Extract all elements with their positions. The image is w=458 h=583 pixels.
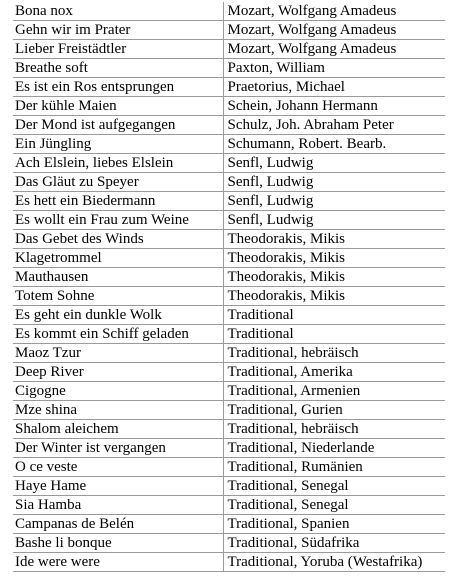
table-row [13, 268, 445, 287]
song-title-cell: Campanas de Belén [13, 515, 223, 534]
table-row [13, 97, 445, 116]
table-row [13, 78, 445, 97]
table-row [13, 173, 445, 192]
composer-cell: Senfl, Ludwig [223, 154, 445, 173]
song-title-cell: Ein Jüngling [13, 135, 223, 154]
song-title-cell: Es wollt ein Frau zum Weine [13, 211, 223, 230]
composer-cell: Schulz, Joh. Abraham Peter [223, 116, 445, 135]
song-title-cell: Gehn wir im Prater [13, 21, 223, 40]
composer-cell: Traditional, Senegal [223, 496, 445, 515]
table-row [13, 401, 445, 420]
song-title-cell: Bona nox [13, 2, 223, 21]
composer-cell: Traditional, hebräisch [223, 420, 445, 439]
composer-cell: Theodorakis, Mikis [223, 230, 445, 249]
composer-cell: Traditional [223, 325, 445, 344]
table-row [13, 59, 445, 78]
composer-cell: Mozart, Wolfgang Amadeus [223, 2, 445, 21]
song-title-cell: Es hett ein Biedermann [13, 192, 223, 211]
table-row [13, 192, 445, 211]
composer-cell: Theodorakis, Mikis [223, 249, 445, 268]
composer-cell: Traditional, Niederlande [223, 439, 445, 458]
composer-cell: Traditional, Südafrika [223, 534, 445, 553]
song-title-cell: Deep River [13, 363, 223, 382]
table-row [13, 306, 445, 325]
song-list-sheet [13, 2, 445, 572]
song-title-cell: Ide were were [13, 553, 223, 572]
song-title-cell: Der Mond ist aufgegangen [13, 116, 223, 135]
song-title-cell: Das Gebet des Winds [13, 230, 223, 249]
table-row [13, 154, 445, 173]
composer-cell: Praetorius, Michael [223, 78, 445, 97]
table-row [13, 2, 445, 21]
composer-cell: Theodorakis, Mikis [223, 287, 445, 306]
composer-cell: Senfl, Ludwig [223, 211, 445, 230]
song-title-cell: Breathe soft [13, 59, 223, 78]
composer-cell: Traditional, hebräisch [223, 344, 445, 363]
table-row [13, 344, 445, 363]
table-row [13, 458, 445, 477]
composer-cell: Traditional, Gurien [223, 401, 445, 420]
composer-cell: Mozart, Wolfgang Amadeus [223, 21, 445, 40]
song-title-cell: Ach Elslein, liebes Elslein [13, 154, 223, 173]
table-row [13, 21, 445, 40]
table-row [13, 477, 445, 496]
song-title-cell: O ce veste [13, 458, 223, 477]
song-title-cell: Es geht ein dunkle Wolk [13, 306, 223, 325]
table-row [13, 249, 445, 268]
table-row [13, 325, 445, 344]
table-row [13, 553, 445, 572]
composer-cell: Traditional, Spanien [223, 515, 445, 534]
song-title-cell: Shalom aleichem [13, 420, 223, 439]
song-title-cell: Lieber Freistädtler [13, 40, 223, 59]
song-title-cell: Es ist ein Ros entsprungen [13, 78, 223, 97]
song-table-body [13, 2, 445, 572]
song-title-cell: Mauthausen [13, 268, 223, 287]
composer-cell: Senfl, Ludwig [223, 192, 445, 211]
song-title-cell: Klagetrommel [13, 249, 223, 268]
song-title-cell: Mze shina [13, 401, 223, 420]
composer-cell: Traditional [223, 306, 445, 325]
song-table [13, 2, 445, 572]
table-row [13, 211, 445, 230]
table-row [13, 496, 445, 515]
song-title-cell: Haye Hame [13, 477, 223, 496]
composer-cell: Traditional, Yoruba (Westafrika) [223, 553, 445, 572]
song-title-cell: Das Gläut zu Speyer [13, 173, 223, 192]
composer-cell: Theodorakis, Mikis [223, 268, 445, 287]
table-row [13, 420, 445, 439]
composer-cell: Schein, Johann Hermann [223, 97, 445, 116]
table-row [13, 363, 445, 382]
composer-cell: Schumann, Robert. Bearb. [223, 135, 445, 154]
table-row [13, 230, 445, 249]
song-title-cell: Der Winter ist vergangen [13, 439, 223, 458]
composer-cell: Traditional, Amerika [223, 363, 445, 382]
table-row [13, 116, 445, 135]
song-title-cell: Maoz Tzur [13, 344, 223, 363]
table-row [13, 534, 445, 553]
song-title-cell: Bashe li bonque [13, 534, 223, 553]
composer-cell: Traditional, Senegal [223, 477, 445, 496]
table-row [13, 287, 445, 306]
composer-cell: Traditional, Armenien [223, 382, 445, 401]
song-title-cell: Sia Hamba [13, 496, 223, 515]
table-row [13, 382, 445, 401]
composer-cell: Mozart, Wolfgang Amadeus [223, 40, 445, 59]
table-row [13, 439, 445, 458]
composer-cell: Senfl, Ludwig [223, 173, 445, 192]
composer-cell: Traditional, Rumänien [223, 458, 445, 477]
song-title-cell: Totem Sohne [13, 287, 223, 306]
table-row [13, 40, 445, 59]
song-title-cell: Der kühle Maien [13, 97, 223, 116]
song-title-cell: Es kommt ein Schiff geladen [13, 325, 223, 344]
composer-cell: Paxton, William [223, 59, 445, 78]
table-row [13, 135, 445, 154]
table-row [13, 515, 445, 534]
song-title-cell: Cigogne [13, 382, 223, 401]
